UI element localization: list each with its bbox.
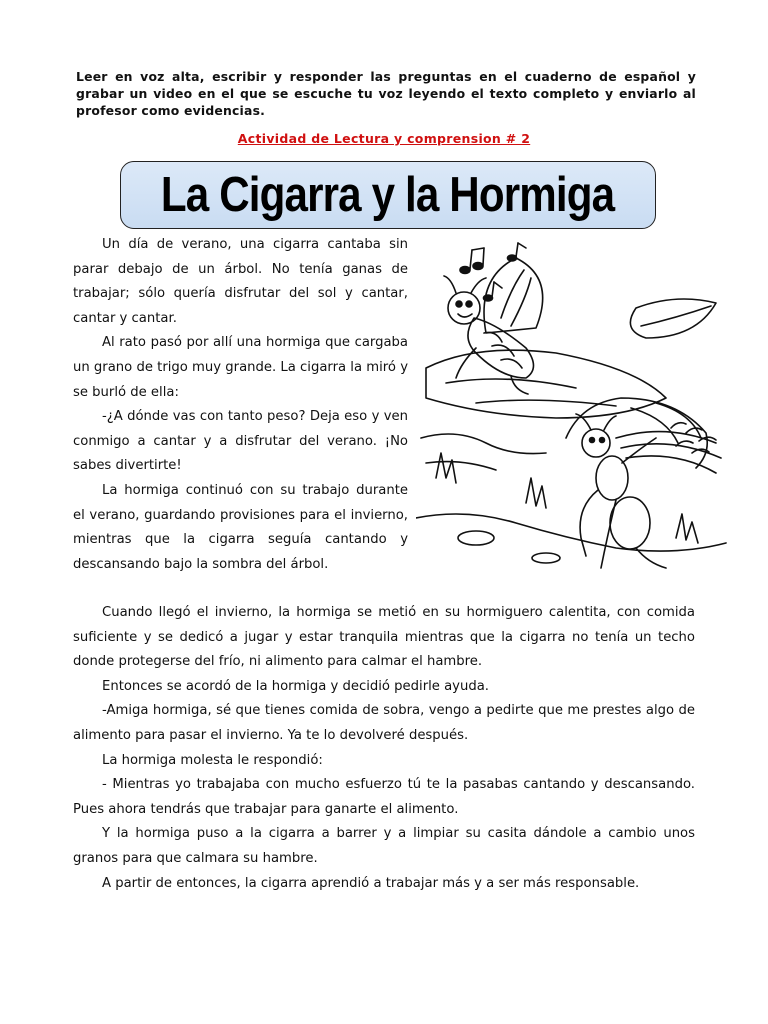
- paragraph: - Mientras yo trabajaba con mucho esfuerzo tú te la pasabas cantando y descansando. Pues ahora tendrás que trabajar para ganarte el alimento.: [73, 777, 695, 817]
- paragraph: -¿A dónde vas con tanto peso? Deja eso y ven conmigo a cantar y a disfrutar del verano. ¡No sabes divertirte!: [73, 409, 408, 474]
- paragraph: Un día de verano, una cigarra cantaba sin parar debajo de un árbol. No tenía ganas de trabajar; sólo quería disfrutar del sol y cantar, cantar y cantar.: [73, 237, 408, 326]
- paragraph: Entonces se acordó de la hormiga y decidió pedirle ayuda.: [102, 678, 489, 694]
- paragraph: A partir de entonces, la cigarra aprendió a trabajar más y a ser más responsable.: [102, 875, 640, 891]
- paragraph: La hormiga molesta le respondió:: [102, 752, 323, 768]
- rock: [426, 350, 666, 418]
- instructions-text: Leer en voz alta, escribir y responder las preguntas en el cuaderno de español y grabar un video en el que se escuche tu voz leyendo el texto completo y enviarlo al profesor como evidencias.: [76, 69, 696, 118]
- cicada-head: [448, 292, 480, 324]
- paragraph: -Amiga hormiga, sé que tienes comida de sobra, vengo a pedirte que me prestes algo de alimento para pasar el invierno. Ya te lo devolveré después.: [73, 703, 695, 743]
- cicada-and-ant-illustration: [416, 238, 730, 583]
- paragraph: Al rato pasó por allí una hormiga que cargaba un grano de trigo muy grande. La cigarra la miró y se burló de ella:: [73, 335, 408, 400]
- story-title: La Cigarra y la Hormiga: [161, 168, 615, 222]
- story-title-box: [120, 161, 656, 229]
- music-note-icon: [460, 248, 484, 274]
- story-full-column: [73, 601, 695, 896]
- story-left-column: [73, 233, 408, 577]
- paragraph: Cuando llegó el invierno, la hormiga se metió en su hormiguero calentita, con comida suficiente y se dedicó a jugar y estar tranquila mientras que la cigarra no tenía un techo donde protegerse del frío, ni alimento para calmar el hambre.: [73, 605, 695, 670]
- paragraph: Y la hormiga puso a la cigarra a barrer y a limpiar su casita dándole a cambio unos granos para que calmara su hambre.: [73, 826, 695, 866]
- paragraph: La hormiga continuó con su trabajo durante el verano, guardando provisiones para el invierno, mientras que la cigarra seguía cantando y descansando bajo la sombra del árbol.: [73, 482, 408, 572]
- cicada-body: [468, 318, 534, 378]
- activity-title: Actividad de Lectura y comprension # 2: [237, 131, 531, 146]
